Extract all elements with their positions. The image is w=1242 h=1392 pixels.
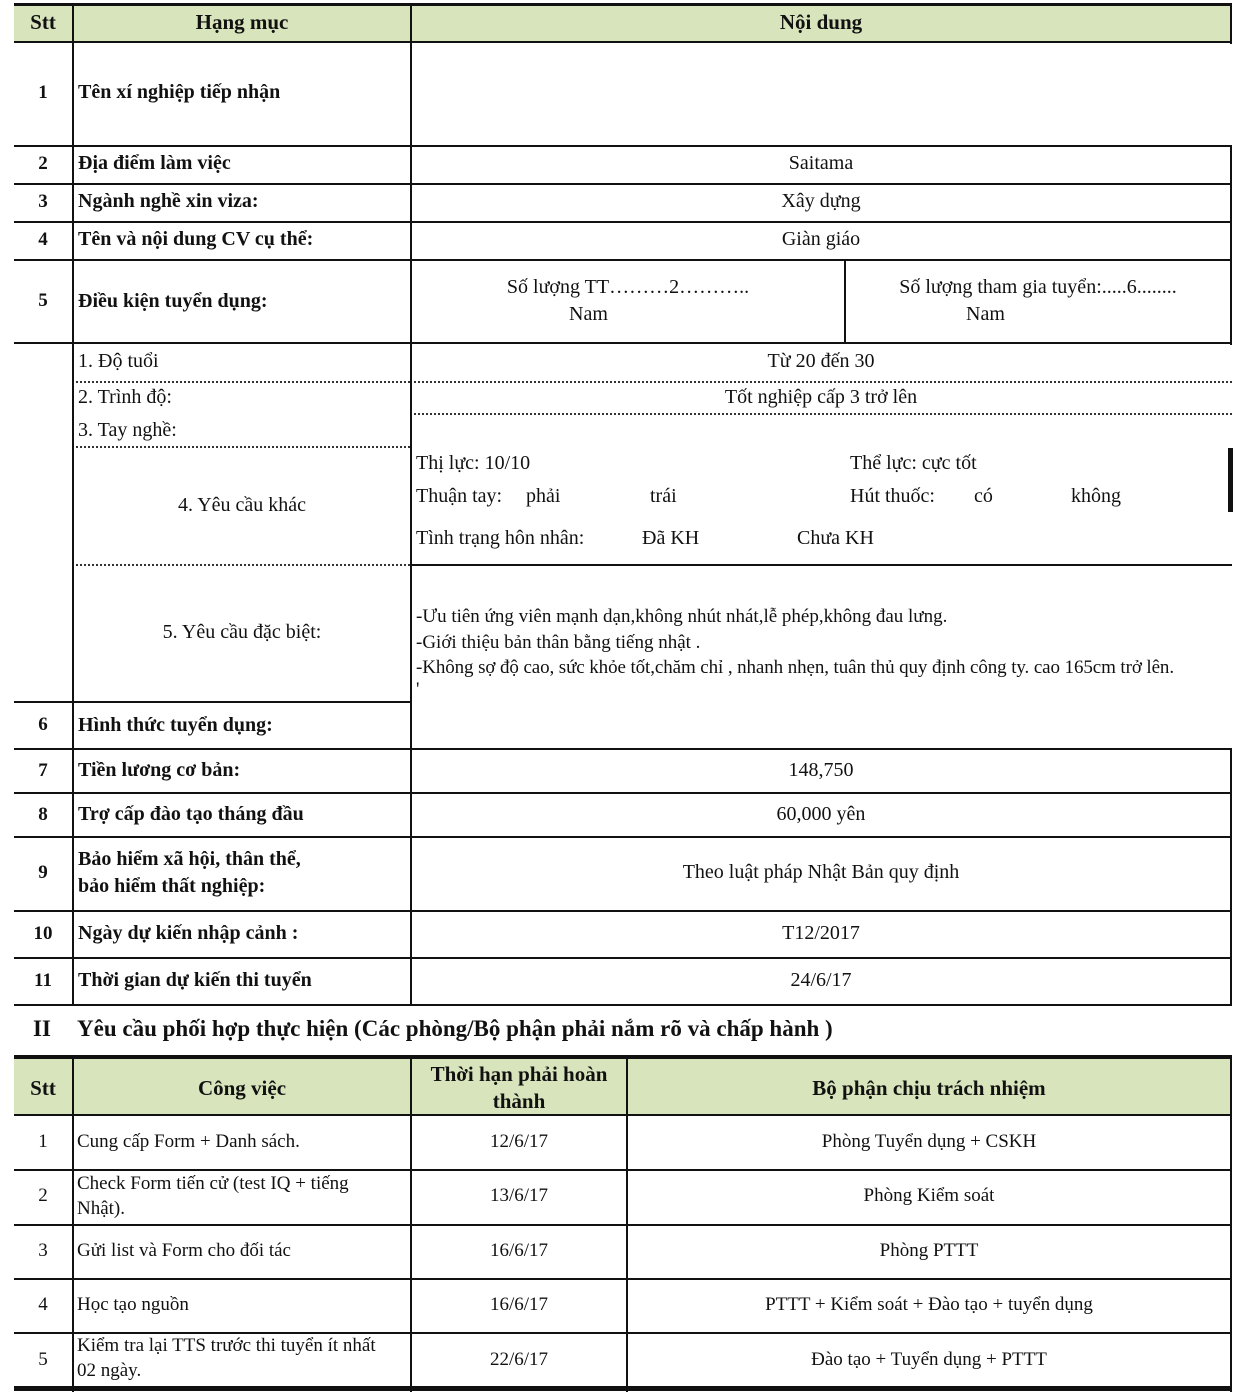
education-value: Tốt nghiệp cấp 3 trở lên [724,386,918,408]
special-line: -Không sợ độ cao, sức khỏe tốt,chăm chỉ , nhanh nhẹn, tuân thủ quy định công ty. cao 165cm trở lên. [416,657,1174,678]
handedness-left: trái [650,485,677,507]
task-deadline: 16/6/17 [489,1240,549,1261]
header-item: Hạng mục [195,10,289,34]
special-line: -Giới thiệu bản thân bằng tiếng nhật . [416,632,701,653]
trainee-count: Số lượng TT………2……….. [506,276,750,298]
task-number: 5 [38,1349,48,1370]
header-department: Bộ phận chịu trách nhiệm [812,1076,1046,1100]
row-label: bảo hiểm thất nghiệp: [78,875,266,897]
task-department: Phòng PTTT [879,1240,979,1261]
row-label: Ngày dự kiến nhập cảnh : [78,922,299,944]
special-line: ' [416,679,420,700]
task-description: Nhật). [77,1198,126,1219]
task-description: Kiểm tra lại TTS trước thi tuyển ít nhất [77,1335,376,1356]
header-stt: Stt [30,10,56,34]
header-content: Nội dung [779,10,863,34]
task-deadline: 13/6/17 [489,1185,549,1206]
row-number: 9 [38,862,48,883]
row-number: 1 [38,82,48,103]
task-number: 3 [38,1240,48,1261]
row-value: T12/2017 [782,922,860,944]
row-value: 60,000 yên [776,803,866,825]
row-label: Địa điểm làm việc [78,152,231,174]
other-requirements-label: 4. Yêu cầu khác [177,494,307,516]
row-value: Xây dựng [781,190,861,212]
smoking-label: Hút thuốc: [850,485,935,507]
education-label: 2. Trình độ: [78,386,172,408]
row-value: 148,750 [788,759,854,781]
row-label: Tiền lương cơ bản: [78,759,241,781]
row-number: 8 [38,804,48,825]
task-description: Học tạo nguồn [77,1294,189,1315]
row-number: 6 [38,714,48,735]
row-value: Theo luật pháp Nhật Bản quy định [682,861,960,883]
skill-label: 3. Tay nghề: [78,419,177,441]
header-task: Công việc [197,1076,287,1100]
smoking-no: không [1071,485,1121,507]
task-description: Cung cấp Form + Danh sách. [77,1131,300,1152]
handedness-label: Thuận tay: [416,485,503,507]
row-value: Saitama [788,152,854,174]
task-deadline: 22/6/17 [489,1349,549,1370]
row-value: Giàn giáo [781,228,861,250]
row-label: Thời gian dự kiến thi tuyển [78,969,312,991]
row-number: 7 [38,760,48,781]
row-number: 10 [33,923,53,944]
candidate-count: Số lượng tham gia tuyển:.....6........ [899,276,1177,298]
trainee-gender: Nam [569,303,608,325]
row-label: Tên xí nghiệp tiếp nhận [78,81,281,103]
row-label: Điều kiện tuyển dụng: [78,290,268,312]
task-number: 1 [38,1131,48,1152]
task-department: Phòng Tuyển dụng + CSKH [821,1131,1037,1152]
row-label: Bảo hiểm xã hội, thân thể, [78,848,301,870]
special-line: -Ưu tiên ứng viên mạnh dạn,không nhút nhát,lễ phép,không đau lưng. [416,606,948,627]
row-label: Ngành nghề xin viza: [78,190,259,212]
row-label: Trợ cấp đào tạo tháng đầu [78,803,304,825]
task-number: 4 [38,1294,48,1315]
age-label: 1. Độ tuổi [78,350,159,372]
candidate-gender: Nam [966,303,1005,325]
row-number: 5 [38,290,48,311]
marital-label: Tình trạng hôn nhân: [416,527,585,549]
row-number: 4 [38,229,48,250]
task-department: PTTT + Kiểm soát + Đào tạo + tuyển dụng [765,1294,1093,1315]
header-stt: Stt [30,1076,56,1100]
row-label: Tên và nội dung CV cụ thể: [78,228,314,250]
vision-value: Thị lực: 10/10 [416,452,531,474]
row-number: 2 [38,153,48,174]
special-requirements-label: 5. Yêu cầu đặc biệt: [162,621,322,643]
marital-married: Đã KH [642,527,700,549]
marital-single: Chưa KH [797,527,874,549]
row-value: 24/6/17 [790,969,852,991]
fitness-value: Thể lực: cực tốt [850,452,977,474]
handedness-right: phải [526,485,561,507]
task-description: 02 ngày. [77,1360,142,1381]
row-number: 11 [34,970,52,991]
section-number: II [33,1016,51,1041]
section-title: Yêu cầu phối hợp thực hiện (Các phòng/Bộ phận phải nắm rõ và chấp hành ) [77,1016,833,1041]
header-deadline: thành [492,1089,546,1113]
task-department: Đào tạo + Tuyển dụng + PTTT [811,1349,1047,1370]
task-number: 2 [38,1185,48,1206]
smoking-yes: có [974,485,993,507]
task-deadline: 12/6/17 [489,1131,549,1152]
row-number: 3 [38,191,48,212]
age-value: Từ 20 đến 30 [767,350,875,372]
task-description: Gửi list và Form cho đối tác [77,1240,291,1261]
task-deadline: 16/6/17 [489,1294,549,1315]
row-label: Hình thức tuyển dụng: [78,714,273,736]
header-deadline: Thời hạn phải hoàn [430,1062,608,1086]
task-description: Check Form tiến cử (test IQ + tiếng [77,1173,349,1194]
task-department: Phòng Kiểm soát [863,1185,995,1206]
